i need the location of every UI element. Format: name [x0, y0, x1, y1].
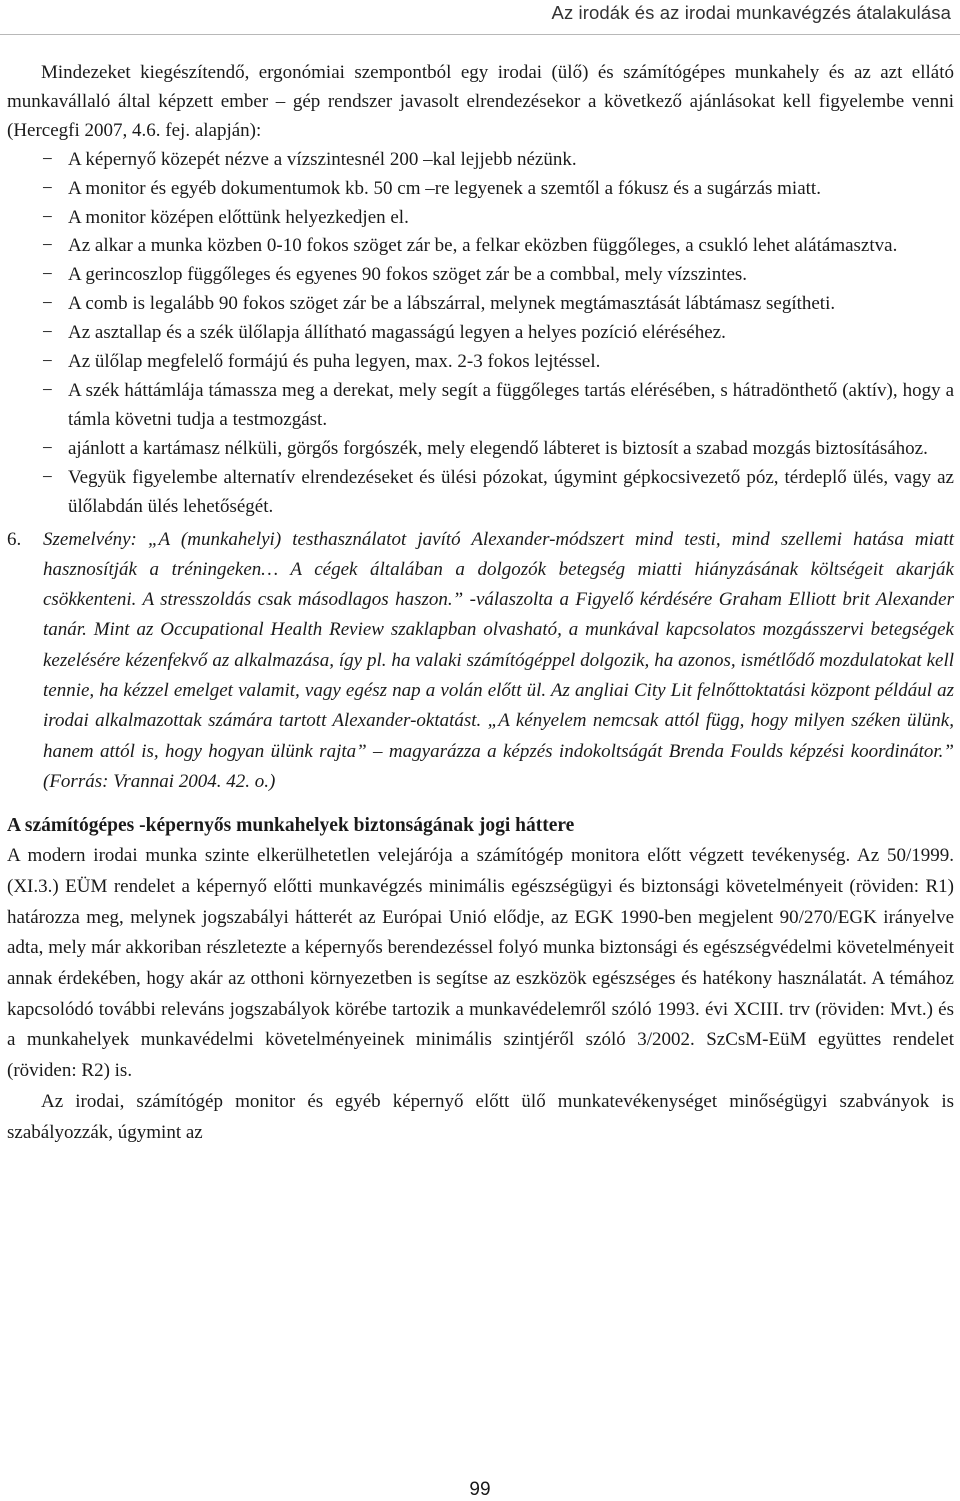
list-item: − ajánlott a kartámasz nélküli, görgős forgószék, mely elegendő lábteret is biztosít a szabad mozgás biztosításához.: [0, 435, 960, 464]
excerpt-block: [0, 525, 960, 798]
section-heading: A számítógépes -képernyős munkahelyek biztonságának jogi háttere: [7, 815, 575, 837]
list-item: − A szék háttámlája támassza meg a derekat, mely segít a függőleges tartás elérésében, s hátradönthető (aktív), hogy a támla követni tudja a testmozgást.: [0, 377, 960, 435]
body-paragraph: Az irodai, számítógép monitor és egyéb képernyő előtt ülő munkatevékenységet minőségügyi szabványok is szabályozzák, úgymint az: [7, 1090, 954, 1143]
list-item: − Az ülőlap megfelelő formájú és puha legyen, max. 2-3 fokos lejtéssel.: [0, 348, 960, 377]
list-item: − A képernyő közepét nézve a vízszintesnél 200 –kal lejjebb nézünk.: [0, 146, 960, 175]
page-body: [0, 59, 960, 1148]
list-item: − Az alkar a munka közben 0-10 fokos szöget zár be, a felkar eközben függőleges, a csukló lehet alátámasztva.: [0, 232, 960, 261]
header-title: Az irodák és az irodai munkavégzés átalakulása: [551, 2, 951, 23]
list-item: − Az asztallap és a szék ülőlapja állítható magasságú legyen a helyes pozíció eléréséhez.: [0, 319, 960, 348]
list-item: − A comb is legalább 90 fokos szöget zár be a lábszárral, melynek megtámasztását lábtámasz segítheti.: [0, 290, 960, 319]
excerpt-number: 6.: [7, 528, 22, 550]
list-item: − Vegyük figyelembe alternatív elrendezéseket és ülési pózokat, úgymint gépkocsivezető póz, térdeplő ülés, vagy az ülőlabdán ülés lehetőségét.: [0, 464, 960, 522]
recommendation-list: [0, 146, 960, 522]
list-item: − A monitor középen előttünk helyezkedjen el.: [0, 204, 960, 233]
intro-paragraph: Mindezeket kiegészítendő, ergonómiai szempontból egy irodai (ülő) és számítógépes munkahely és az azt ellátó munkavállaló által képzett ember – gép rendszer javasolt elrendezésekor a következő ajánlásokat kell figyelembe venni (Hercegfi 2007, 4.6. fej. alapján):: [7, 62, 954, 141]
list-item: − A gerincoszlop függőleges és egyenes 90 fokos szöget zár be a combbal, mely vízszintes.: [0, 261, 960, 290]
page-number: 99: [469, 1479, 491, 1500]
excerpt-text: Szemelvény: „A (munkahelyi) testhasználatot javító Alexander-módszert mind testi, mind szellemi hatása miatt hasznosítják a tréningeken… A cégek általában a dolgozók betegség miatti hiányzásának költségeit akarják csökkenteni. A stresszoldás csak másodlagos haszon.” -válaszolta a Figyelő kérdésére Graham Elliott brit Alexander tanár. Mint az Occupational Health Review szaklapban olvasható, a munkával kapcsolatos mozgásszervi betegségek kezelésére kézenfekvő az alkalmazása, így pl. ha valaki számítógéppel dolgozik, ha azonos, ismétlődő mozdulatokat kell tennie, ha kézzel emelget valamit, vagy egész nap a volán előtt ül. Az angliai City Lit felnőttoktatási központ például az irodai alkalmazottak számára tartott Alexander-oktatást. „A kényelem nemcsak attól függ, hogy milyen széken ülünk, hanem attól is, hogy hogyan ülünk rajta” – magyarázza a képzés indokoltságát Brenda Foulds képzési koordinátor.” (Forrás: Vrannai 2004. 42. o.): [43, 528, 954, 792]
list-item: − A monitor és egyéb dokumentumok kb. 50 cm –re legyenek a szemtől a fókusz és a sugárzás miatt.: [0, 175, 960, 204]
running-header: [0, 0, 960, 35]
body-paragraph: A modern irodai munka szinte elkerülhetetlen velejárója a számítógép monitora előtt végzett tevékenység. Az 50/1999. (XI.3.) EÜM rendelet a képernyő előtti munkavégzés minimális egészségügyi és biztonsági követelményeit (röviden: R1) határozza meg, melynek jogszabályi hátterét az Európai Unió elődje, az EGK 1990-ben megjelent 90/270/EGK irányelve adta, mely már akkoriban részletezte a képernyős berendezéssel folyó munka biztonsági és egészségvédelmi követelményeit annak érdekében, hogy akár az otthoni környezetben is segítse az eszközök egészséges és hatékony használatát. A témához kapcsolódó további releváns jogszabályok körébe tartozik a munkavédelemről szóló 1993. évi XCIII. trv (röviden: Mvt.) és a munkahelyek munkavédelmi követelményeinek minimális szintjéről szóló 3/2002. SzCsM-EüM együttes rendelet (röviden: R2) is.: [7, 845, 954, 1082]
